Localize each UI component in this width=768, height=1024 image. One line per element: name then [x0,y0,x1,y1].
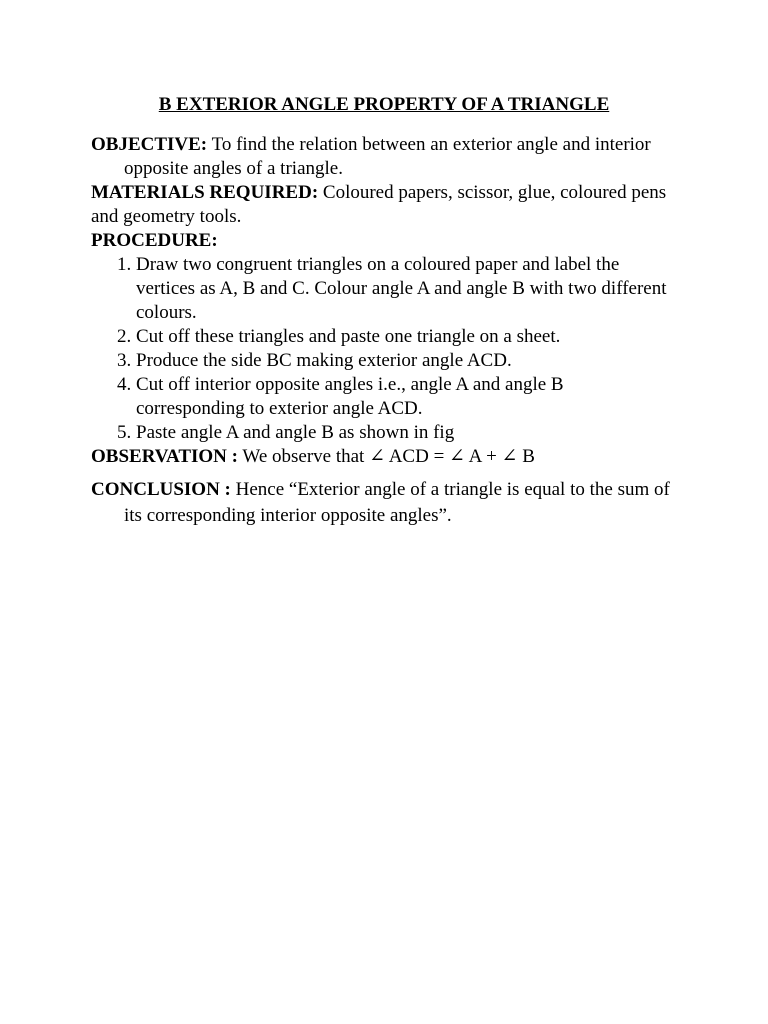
conclusion-text: Hence “Exterior angle of a triangle is equal to the sum of its corresponding interior opposite angles”. [124,479,670,526]
objective-text: To find the relation between an exterior angle and interior opposite angles of a triangle. [124,134,651,179]
procedure-step: 5. Paste angle A and angle B as shown in fig [136,421,671,445]
observation-text: We observe that ∠ ACD = ∠ A + ∠ B [242,446,535,467]
procedure-step: 3. Produce the side BC making exterior angle ACD. [136,349,671,373]
procedure-step: 4. Cut off interior opposite angles i.e., angle A and angle B corresponding to exterior angle ACD. [136,373,671,421]
materials-text: Coloured papers, scissor, glue, coloured pens and geometry tools. [91,182,667,227]
page-title: B EXTERIOR ANGLE PROPERTY OF A TRIANGLE [158,94,610,115]
procedure-heading [91,229,671,253]
observation-label: OBSERVATION : [91,446,238,467]
procedure-step: 1. Draw two congruent triangles on a coloured paper and label the vertices as A, B and C. Colour angle A and angle B with two different colours. [136,253,671,325]
materials-section [91,181,671,229]
objective-label: OBJECTIVE: [91,134,208,155]
procedure-step: 2. Cut off these triangles and paste one triangle on a sheet. [136,325,671,349]
procedure-label: PROCEDURE: [91,230,218,251]
observation-section [91,445,671,469]
document-body [91,133,671,529]
conclusion-section [91,477,671,529]
conclusion-label: CONCLUSION : [91,479,231,500]
procedure-steps [91,253,671,445]
objective-section [91,133,671,181]
materials-label: MATERIALS REQUIRED: [91,182,319,203]
